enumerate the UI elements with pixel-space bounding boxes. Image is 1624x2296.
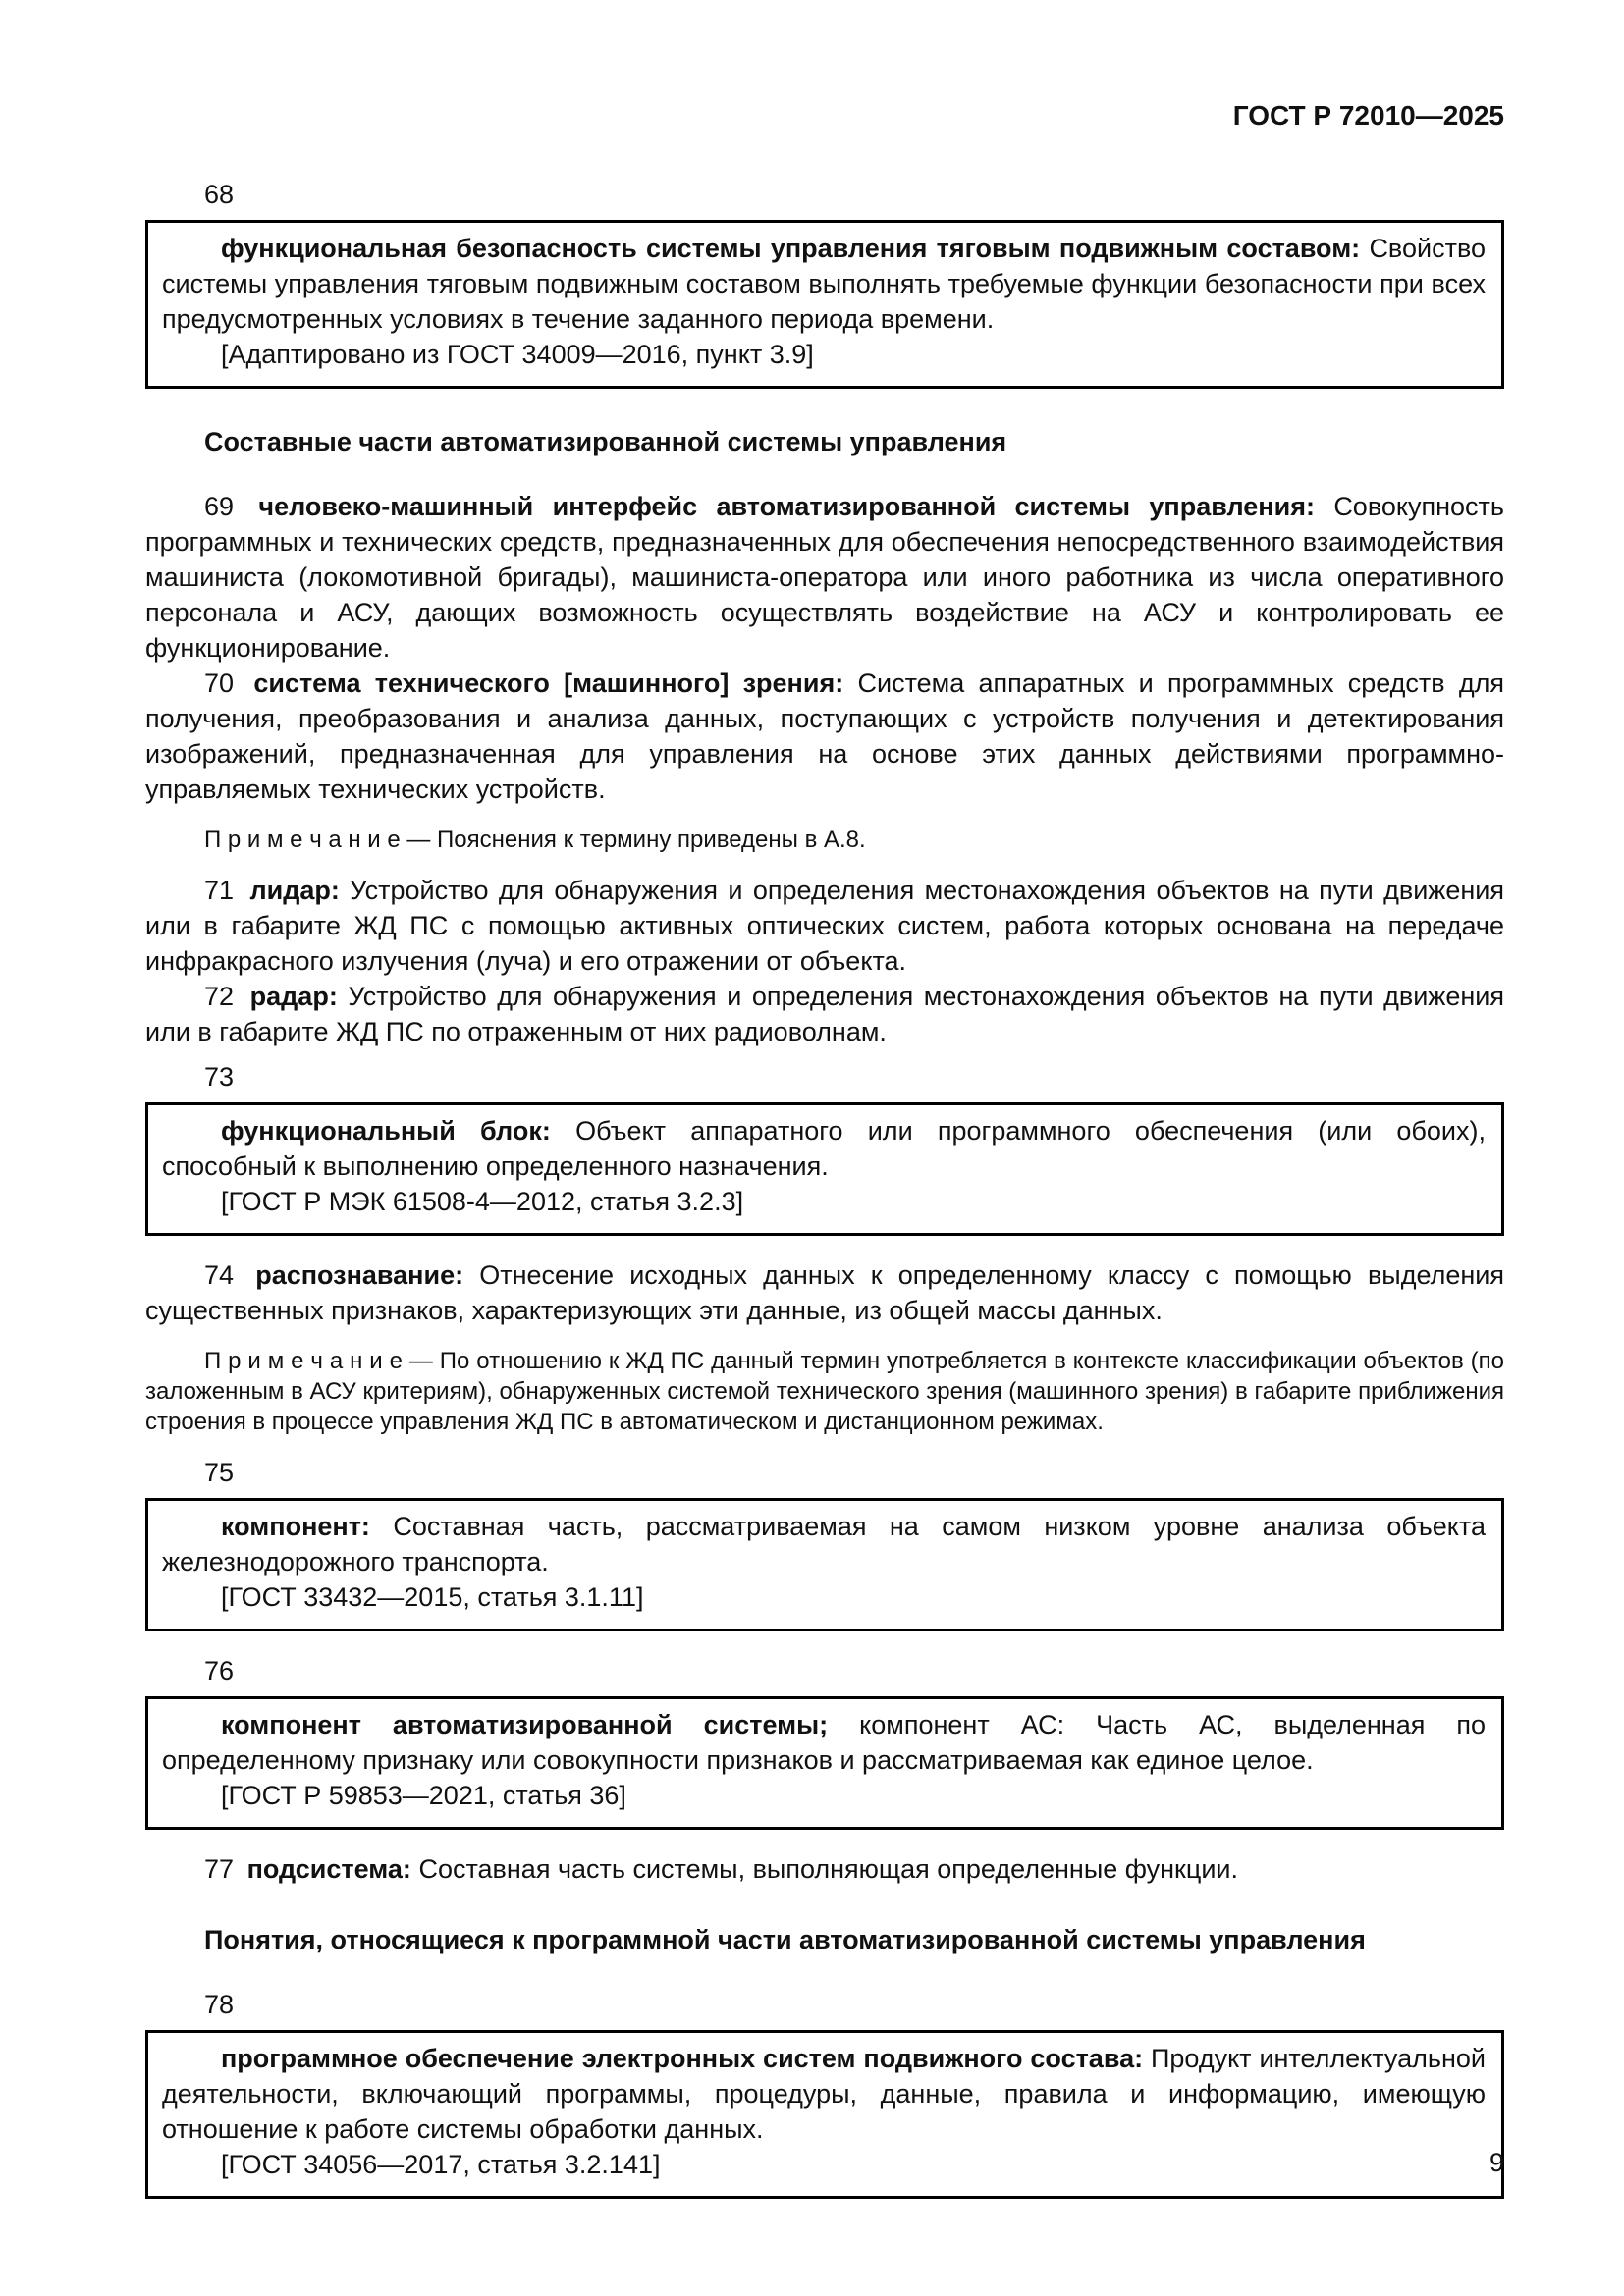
section-heading-components: Составные части автоматизированной системы управления	[204, 427, 1007, 456]
document-code-header: ГОСТ Р 72010—2025	[1232, 100, 1504, 131]
term-definition: Система аппаратных и программных средств для получения, преобразования и анализа данных, поступающих с устройств получения и детектирования изображений, предназначенная для управления на основе этих данных действиями программно-управляемых технических устройств.	[145, 668, 1504, 804]
definition-paragraph	[162, 1509, 1486, 1579]
term-name: компонент автоматизированной системы;	[221, 1710, 829, 1739]
term-number-76: 76	[204, 1656, 235, 1685]
term-definition: Совокупность программных и технических средств, предназначенных для обеспечения непосредственного взаимодействия машиниста (локомотивной бригады), машиниста-оператора или иного работника из числа оперативного персонала и АСУ, дающих возможность осуществлять воздействие на АСУ и контролировать ее функционирование.	[145, 492, 1504, 663]
definition-source: [ГОСТ 34056—2017, статья 3.2.141]	[221, 2150, 661, 2179]
term-definition: компонент АС: Часть АС, выделенная по определенному признаку или совокупности признаков и рассматриваемая как единое целое.	[162, 1710, 1486, 1775]
term-paragraph-77	[145, 1851, 1504, 1887]
definition-paragraph	[162, 1113, 1486, 1184]
term-number-68: 68	[204, 180, 235, 209]
term-definition: Устройство для обнаружения и определения местонахождения объектов на пути движения или в габарите ЖД ПС по отраженным от них радиоволнам.	[145, 982, 1504, 1046]
definition-box-78	[145, 2030, 1504, 2199]
page-number: 9	[1489, 2148, 1504, 2177]
term-definition: Продукт интеллектуальной деятельности, включающий программы, процедуры, данные, правила и информацию, имеющую отношение к работе системы обработки данных.	[162, 2044, 1486, 2144]
term-number-78: 78	[204, 1990, 235, 2019]
definition-box-76	[145, 1696, 1504, 1830]
note-74: П р и м е ч а н и е — По отношению к ЖД ПС данный термин употребляется в контексте классификации объектов (по заложенным в АСУ критериям), обнаруженных системой технического зрения (машинного зрения) в габарите приближения строения в процессе управления ЖД ПС в автоматическом и дистанционном режимах.	[145, 1348, 1504, 1435]
term-name: человеко-машинный интерфейс автоматизированной системы управления:	[258, 492, 1315, 521]
definition-box-73	[145, 1102, 1504, 1236]
term-name: радар:	[249, 982, 338, 1011]
term-number: 69	[204, 492, 235, 521]
definition-box-68	[145, 220, 1504, 389]
term-paragraph-71	[145, 873, 1504, 979]
definition-paragraph	[162, 1707, 1486, 1778]
term-name: распознавание:	[255, 1260, 464, 1290]
definition-source: [ГОСТ 33432—2015, статья 3.1.11]	[221, 1582, 644, 1612]
term-name: функциональный блок:	[221, 1116, 551, 1146]
term-definition: Устройство для обнаружения и определения местонахождения объектов на пути движения или в габарите ЖД ПС с помощью активных оптических систем, работа которых основана на передаче инфракрасного излучения (луча) и его отражении от объекта.	[145, 876, 1504, 976]
term-definition: Составная часть системы, выполняющая определенные функции.	[418, 1854, 1239, 1884]
definition-source: [ГОСТ Р 59853—2021, статья 36]	[221, 1781, 626, 1810]
term-number: 71	[204, 876, 235, 905]
term-definition: Свойство системы управления тяговым подвижным составом выполнять требуемые функции безопасности при всех предусмотренных условиях в течение заданного периода времени.	[162, 234, 1486, 334]
term-paragraph-70	[145, 666, 1504, 807]
term-name: система технического [машинного] зрения:	[253, 668, 844, 698]
section-heading-software: Понятия, относящиеся к программной части автоматизированной системы управления	[204, 1925, 1366, 1954]
definition-box-75	[145, 1498, 1504, 1631]
term-paragraph-72	[145, 979, 1504, 1049]
term-definition: Составная часть, рассматриваемая на самом низком уровне анализа объекта железнодорожного транспорта.	[162, 1512, 1486, 1576]
term-name: функциональная безопасность системы управления тяговым подвижным составом:	[221, 234, 1361, 263]
term-number: 72	[204, 982, 235, 1011]
term-definition: Отнесение исходных данных к определенному классу с помощью выделения существенных признаков, характеризующих эти данные, из общей массы данных.	[145, 1260, 1504, 1325]
definition-paragraph	[162, 231, 1486, 337]
term-name: программное обеспечение электронных систем подвижного состава:	[221, 2044, 1144, 2073]
term-paragraph-69	[145, 489, 1504, 666]
note-70: П р и м е ч а н и е — Пояснения к термину приведены в А.8.	[204, 827, 866, 853]
term-name: лидар:	[249, 876, 340, 905]
term-name: компонент:	[221, 1512, 370, 1541]
term-number: 70	[204, 668, 235, 698]
term-definition: Объект аппаратного или программного обеспечения (или обоих), способный к выполнению определенного назначения.	[162, 1116, 1486, 1181]
definition-source: [ГОСТ Р МЭК 61508-4—2012, статья 3.2.3]	[221, 1187, 744, 1216]
term-number: 77	[204, 1854, 235, 1884]
term-number-73: 73	[204, 1062, 235, 1092]
definition-source: [Адаптировано из ГОСТ 34009—2016, пункт 3.9]	[221, 340, 814, 369]
definition-paragraph	[162, 2041, 1486, 2147]
term-name: подсистема:	[246, 1854, 411, 1884]
term-number: 74	[204, 1260, 235, 1290]
term-paragraph-74	[145, 1257, 1504, 1328]
term-number-75: 75	[204, 1458, 235, 1487]
